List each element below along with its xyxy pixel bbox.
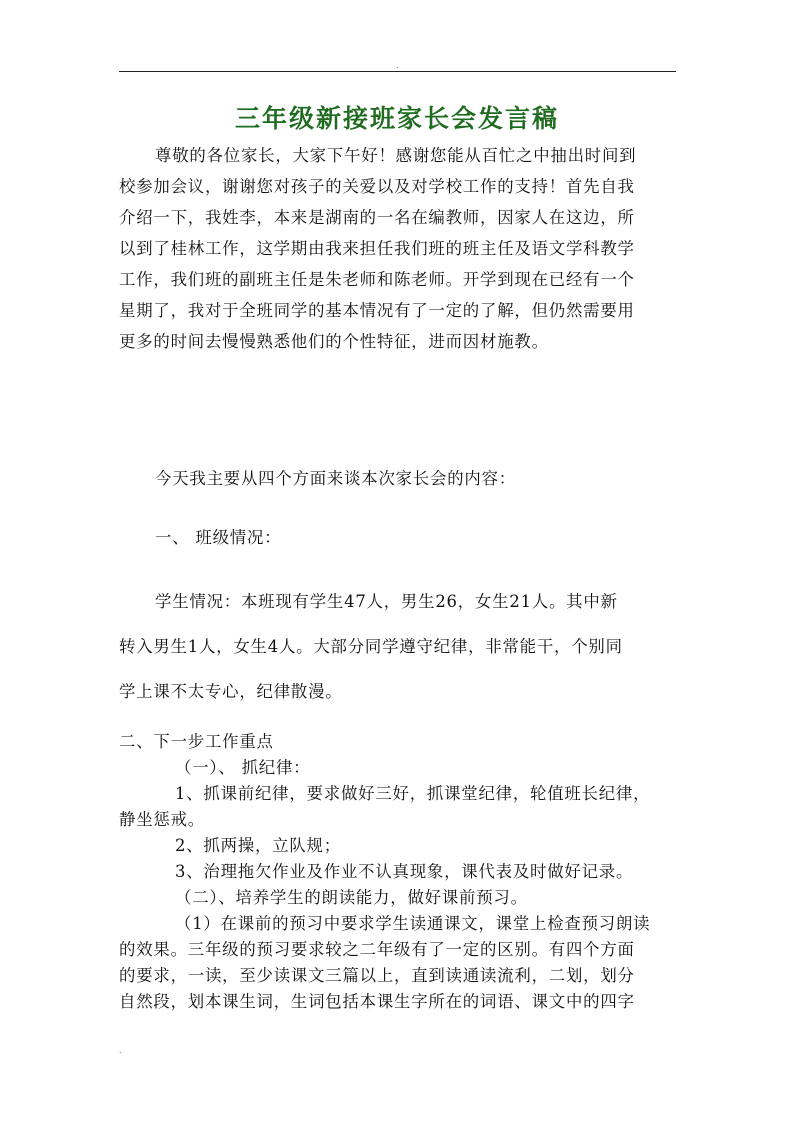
section1-paragraph (119, 579, 679, 714)
section2-sub1: （一）、 抓纪律： (175, 758, 311, 777)
header-rule (119, 71, 676, 72)
section1-heading-text: 一、 班级情况： (155, 528, 282, 547)
intro-line: 尊敬的各位家长，大家下午好！感谢您能从百忙之中抽出时间到 (155, 146, 637, 165)
header-mark: . (396, 61, 399, 70)
intro-line: 工作，我们班的副班主任是朱老师和陈老师。开学到现在已经有一个 (119, 270, 635, 289)
intro-line: 介绍一下，我姓李，本来是湖南的一名在编教师，因家人在这边，所 (119, 208, 635, 227)
intro-line: 更多的时间去慢慢熟悉他们的个性特征，进而因材施教。 (119, 332, 549, 351)
document-title: 三年级新接班家长会发言稿 (234, 104, 559, 133)
section2-para-line: 的效果。三年级的预习要求较之二年级有了一定的区别。有四个方面 (119, 940, 635, 959)
section2-item3: 3、治理拖欠作业及作业不认真现象，课代表及时做好记录。 (175, 862, 634, 881)
intro-line: 校参加会议，谢谢您对孩子的关爱以及对学校工作的支持！首先自我 (119, 177, 635, 196)
section2 (119, 729, 679, 1015)
section2-para-line: 的要求，一读，至少读课文三篇以上，直到读通读流利，二划，划分 (119, 966, 635, 985)
section1-line: 转入男生1人，女生4人。大部分同学遵守纪律，非常能干，个别同 (119, 637, 623, 656)
section1-line: 学上课不太专心，纪律散漫。 (119, 682, 343, 701)
footer-mark: . (119, 1046, 122, 1055)
section2-heading: 二、下一步工作重点 (119, 732, 274, 751)
section1-heading (119, 522, 679, 553)
section2-para-line: （1）在课前的预习中要求学生读通课文，课堂上检查预习朗读 (175, 914, 651, 933)
section2-sub2: （二）、培养学生的朗读能力，做好课前预习。 (175, 888, 528, 907)
section2-para-line: 自然段，划本课生词，生词包括本课生字所在的词语、课文中的四字 (119, 992, 635, 1011)
section1-line: 学生情况：本班现有学生47人，男生26，女生21人。其中新 (155, 592, 618, 611)
intro-line: 星期了，我对于全班同学的基本情况有了一定的了解，但仍然需要用 (119, 301, 635, 320)
intro-line: 以到了桂林工作，这学期由我来担任我们班的班主任及语文学科教学 (119, 239, 635, 258)
topics-intro (119, 463, 679, 494)
section2-item2: 2、抓两操，立队规； (175, 836, 341, 855)
section2-item1-line1: 1、抓课前纪律，要求做好三好，抓课堂纪律，轮值班长纪律， (175, 784, 651, 803)
intro-paragraph (119, 140, 679, 357)
topics-intro-text: 今天我主要从四个方面来谈本次家长会的内容： (155, 469, 517, 488)
section2-item1-line2: 静坐惩戒。 (119, 810, 205, 829)
